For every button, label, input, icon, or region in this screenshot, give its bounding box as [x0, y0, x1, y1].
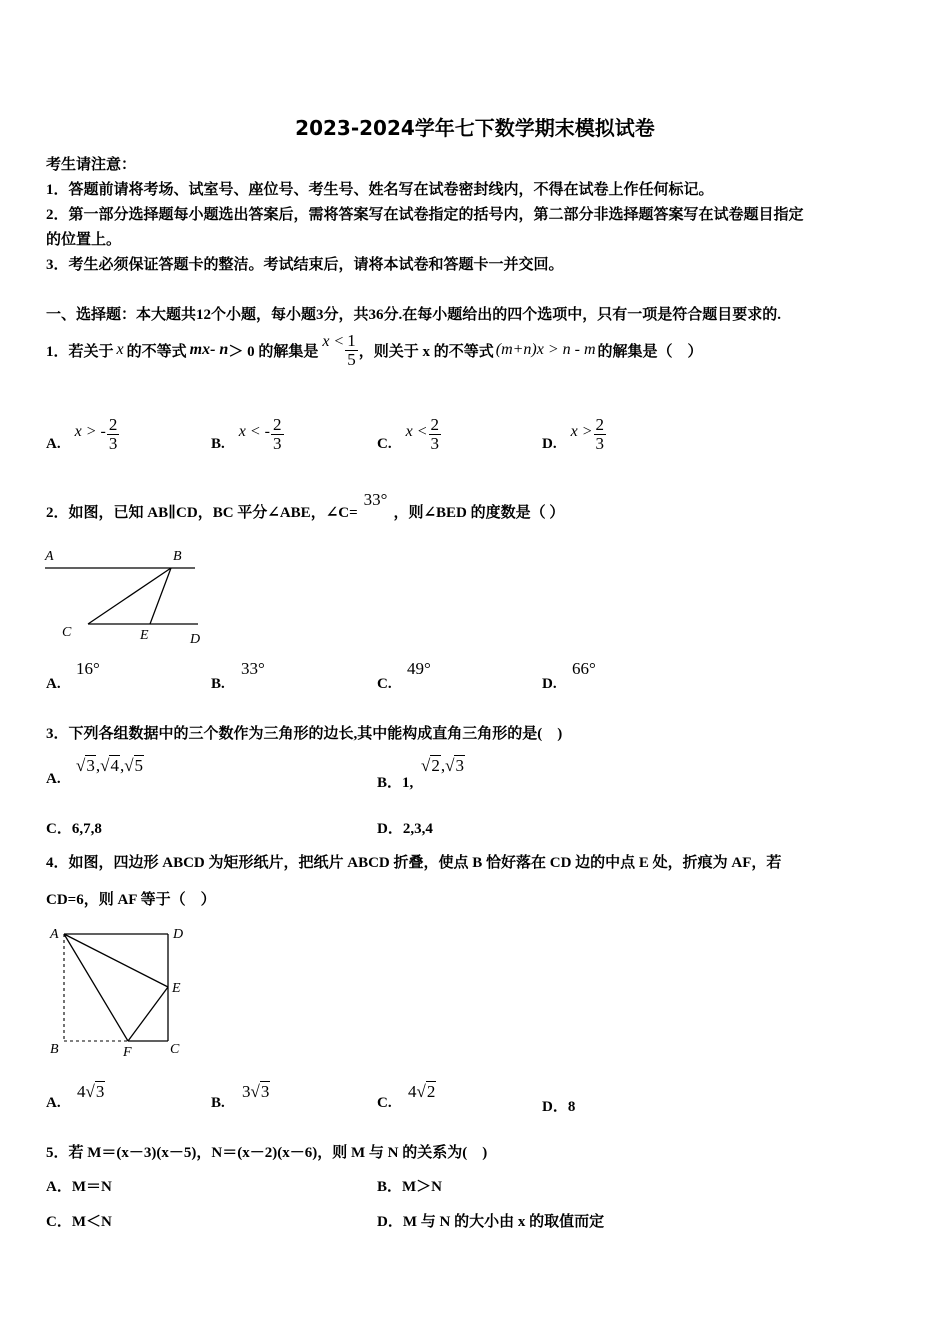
q1-option-b-num: 2 [273, 414, 282, 434]
q4-label-e: E [172, 981, 181, 996]
question-1 [46, 326, 703, 374]
q3-a-r1: 3 [86, 756, 95, 775]
q4-option-b-expr: 3√3 [242, 1082, 270, 1101]
q1-ineq: (m+n)x > n - m [495, 341, 596, 358]
q2-option-a-label: A. [46, 676, 61, 692]
q4-label-d: D [173, 927, 184, 942]
q2-label-b: B [173, 549, 182, 564]
q2-line-be [150, 568, 171, 624]
q1-cond-den: 5 [347, 349, 356, 369]
question-3: 3．下列各组数据中的三个数作为三角形的边长,其中能构成直角三角形的是( ) [46, 726, 563, 742]
q4-label-b: B [50, 1042, 59, 1057]
q1-option-d-num: 2 [595, 414, 604, 434]
q1-cond-lhs: x < [322, 333, 345, 350]
q3-a-r2: 4 [110, 756, 119, 775]
q3-option-d[interactable]: D．2,3,4 [377, 821, 433, 837]
q5-option-b[interactable]: B．M＞N [377, 1179, 442, 1195]
q1-option-c-frac [429, 416, 442, 453]
q1-stem-x: x [116, 341, 124, 358]
notice-item-2: 2．第一部分选择题每小题选出答案后，需将答案写在试卷指定的括号内，第二部分非选择题答案写在试卷题目指定 [46, 207, 804, 223]
q2-stem-a: 2．如图，已知 AB∥CD，BC 平分∠ABE，∠C= [46, 505, 358, 521]
q2-option-c-label: C. [377, 676, 392, 692]
q1-option-d[interactable] [542, 410, 607, 458]
q1-option-a[interactable] [46, 410, 120, 458]
q3-option-a-expr: √3,√4,√5 [76, 756, 144, 775]
q2-line-bc [88, 568, 171, 624]
q2-figure [40, 544, 210, 649]
q4-line-ef [128, 987, 168, 1041]
q4-label-c: C [170, 1042, 180, 1057]
q1-stem-b: 的不等式 [126, 343, 187, 360]
q2-label-d: D [190, 632, 201, 647]
q1-stem-e: 的解集是（ ） [597, 343, 703, 360]
q1-option-b-label: B. [211, 435, 225, 452]
q5-option-c[interactable]: C．M＜N [46, 1214, 112, 1230]
q2-stem-b: ，则∠BED 的度数是（ ） [393, 505, 565, 521]
q1-stem-d: ，则关于 x 的不等式 [358, 343, 494, 360]
q4-b-coef: 3 [242, 1082, 251, 1101]
q4-a-coef: 4 [77, 1082, 86, 1101]
q2-option-d-value: 66° [572, 659, 596, 678]
q1-option-b-den: 3 [273, 433, 282, 453]
question-4-line-1: 4．如图，四边形 ABCD 为矩形纸片，把纸片 ABCD 折叠，使点 B 恰好落在 CD 边的中点 E 处，折痕为 AF，若 [46, 855, 782, 871]
q1-option-c-num: 2 [430, 414, 439, 434]
q1-option-c-label: C. [377, 435, 392, 452]
q5-option-a[interactable]: A．M＝N [46, 1179, 112, 1195]
q1-option-d-frac [594, 416, 607, 453]
q4-figure [44, 920, 204, 1062]
q4-b-rad: 3 [260, 1082, 270, 1101]
q4-a-rad: 3 [95, 1082, 105, 1101]
q1-option-d-label: D. [542, 435, 557, 452]
question-2 [46, 490, 565, 524]
q1-option-b[interactable] [211, 410, 285, 458]
q1-option-b-lhs: x < - [238, 423, 270, 440]
q2-option-b-value: 33° [241, 659, 265, 678]
question-5: 5．若 M＝(x－3)(x－5)，N＝(x－2)(x－6)，则 M 与 N 的关系为( ) [46, 1145, 488, 1161]
notice-heading: 考生请注意： [46, 157, 137, 173]
q2-label-a: A [45, 549, 54, 564]
q2-option-c-value: 49° [407, 659, 431, 678]
q2-label-e: E [140, 628, 149, 643]
q4-option-c-expr: 4√2 [408, 1082, 436, 1101]
q1-option-a-frac [107, 416, 120, 453]
notice-item-2-cont: 的位置上。 [46, 232, 122, 248]
q2-option-d-label: D. [542, 676, 557, 692]
page-title: 2023-2024学年七下数学期末模拟试卷 [295, 116, 655, 140]
q1-option-d-den: 3 [595, 433, 604, 453]
section-heading: 一、选择题：本大题共12个小题，每小题3分，共36分.在每小题给出的四个选项中，只有一项是符合题目要求的. [46, 307, 782, 323]
q1-stem-expr: mx- n [189, 341, 229, 358]
q2-label-c: C [62, 625, 72, 640]
q4-option-a-label: A. [46, 1095, 61, 1111]
q1-cond-num: 1 [347, 330, 356, 350]
q3-option-b-label: B．1, [377, 775, 414, 791]
q4-option-c-label: C. [377, 1095, 392, 1111]
q1-cond-frac [345, 332, 358, 369]
q2-option-b-label: B. [211, 676, 225, 692]
q1-option-a-num: 2 [108, 414, 118, 434]
q3-b-r1: 2 [431, 756, 440, 775]
q4-option-a-expr: 4√3 [77, 1082, 105, 1101]
q4-c-coef: 4 [408, 1082, 417, 1101]
q1-option-c-den: 3 [430, 433, 439, 453]
q2-option-a-value: 16° [76, 659, 100, 678]
q1-stem-c: ＞ 0 的解集是 [228, 343, 319, 360]
q1-option-b-frac [271, 416, 284, 453]
q2-angle: 33° [363, 490, 388, 509]
q3-option-b-expr: √2,√3 [421, 756, 464, 775]
q1-option-a-den: 3 [108, 433, 118, 453]
q4-option-b-label: B. [211, 1095, 225, 1111]
q1-option-c-lhs: x < [405, 423, 428, 440]
q1-option-a-lhs: x > - [74, 423, 106, 440]
q4-option-d[interactable]: D．8 [542, 1099, 576, 1115]
q4-label-a: A [50, 927, 59, 942]
q3-option-c[interactable]: C．6,7,8 [46, 821, 102, 837]
q5-option-d[interactable]: D．M 与 N 的大小由 x 的取值而定 [377, 1214, 605, 1230]
q1-option-d-lhs: x > [570, 423, 593, 440]
q3-b-r2: 3 [455, 756, 464, 775]
notice-item-1: 1．答题前请将考场、试室号、座位号、考生号、姓名写在试卷密封线内，不得在试卷上作任何标记。 [46, 182, 714, 198]
q3-a-r3: 5 [134, 756, 144, 775]
q4-c-rad: 2 [426, 1082, 436, 1101]
question-4-line-2: CD=6，则 AF 等于（ ） [46, 892, 216, 908]
q1-option-a-label: A. [46, 435, 61, 452]
notice-item-3: 3．考生必须保证答题卡的整洁。考试结束后，请将本试卷和答题卡一并交回。 [46, 257, 564, 273]
q1-stem-a: 1．若关于 [46, 343, 114, 360]
q3-option-a-label: A. [46, 771, 61, 787]
q1-option-c[interactable] [377, 410, 442, 458]
q4-label-f: F [123, 1045, 132, 1060]
